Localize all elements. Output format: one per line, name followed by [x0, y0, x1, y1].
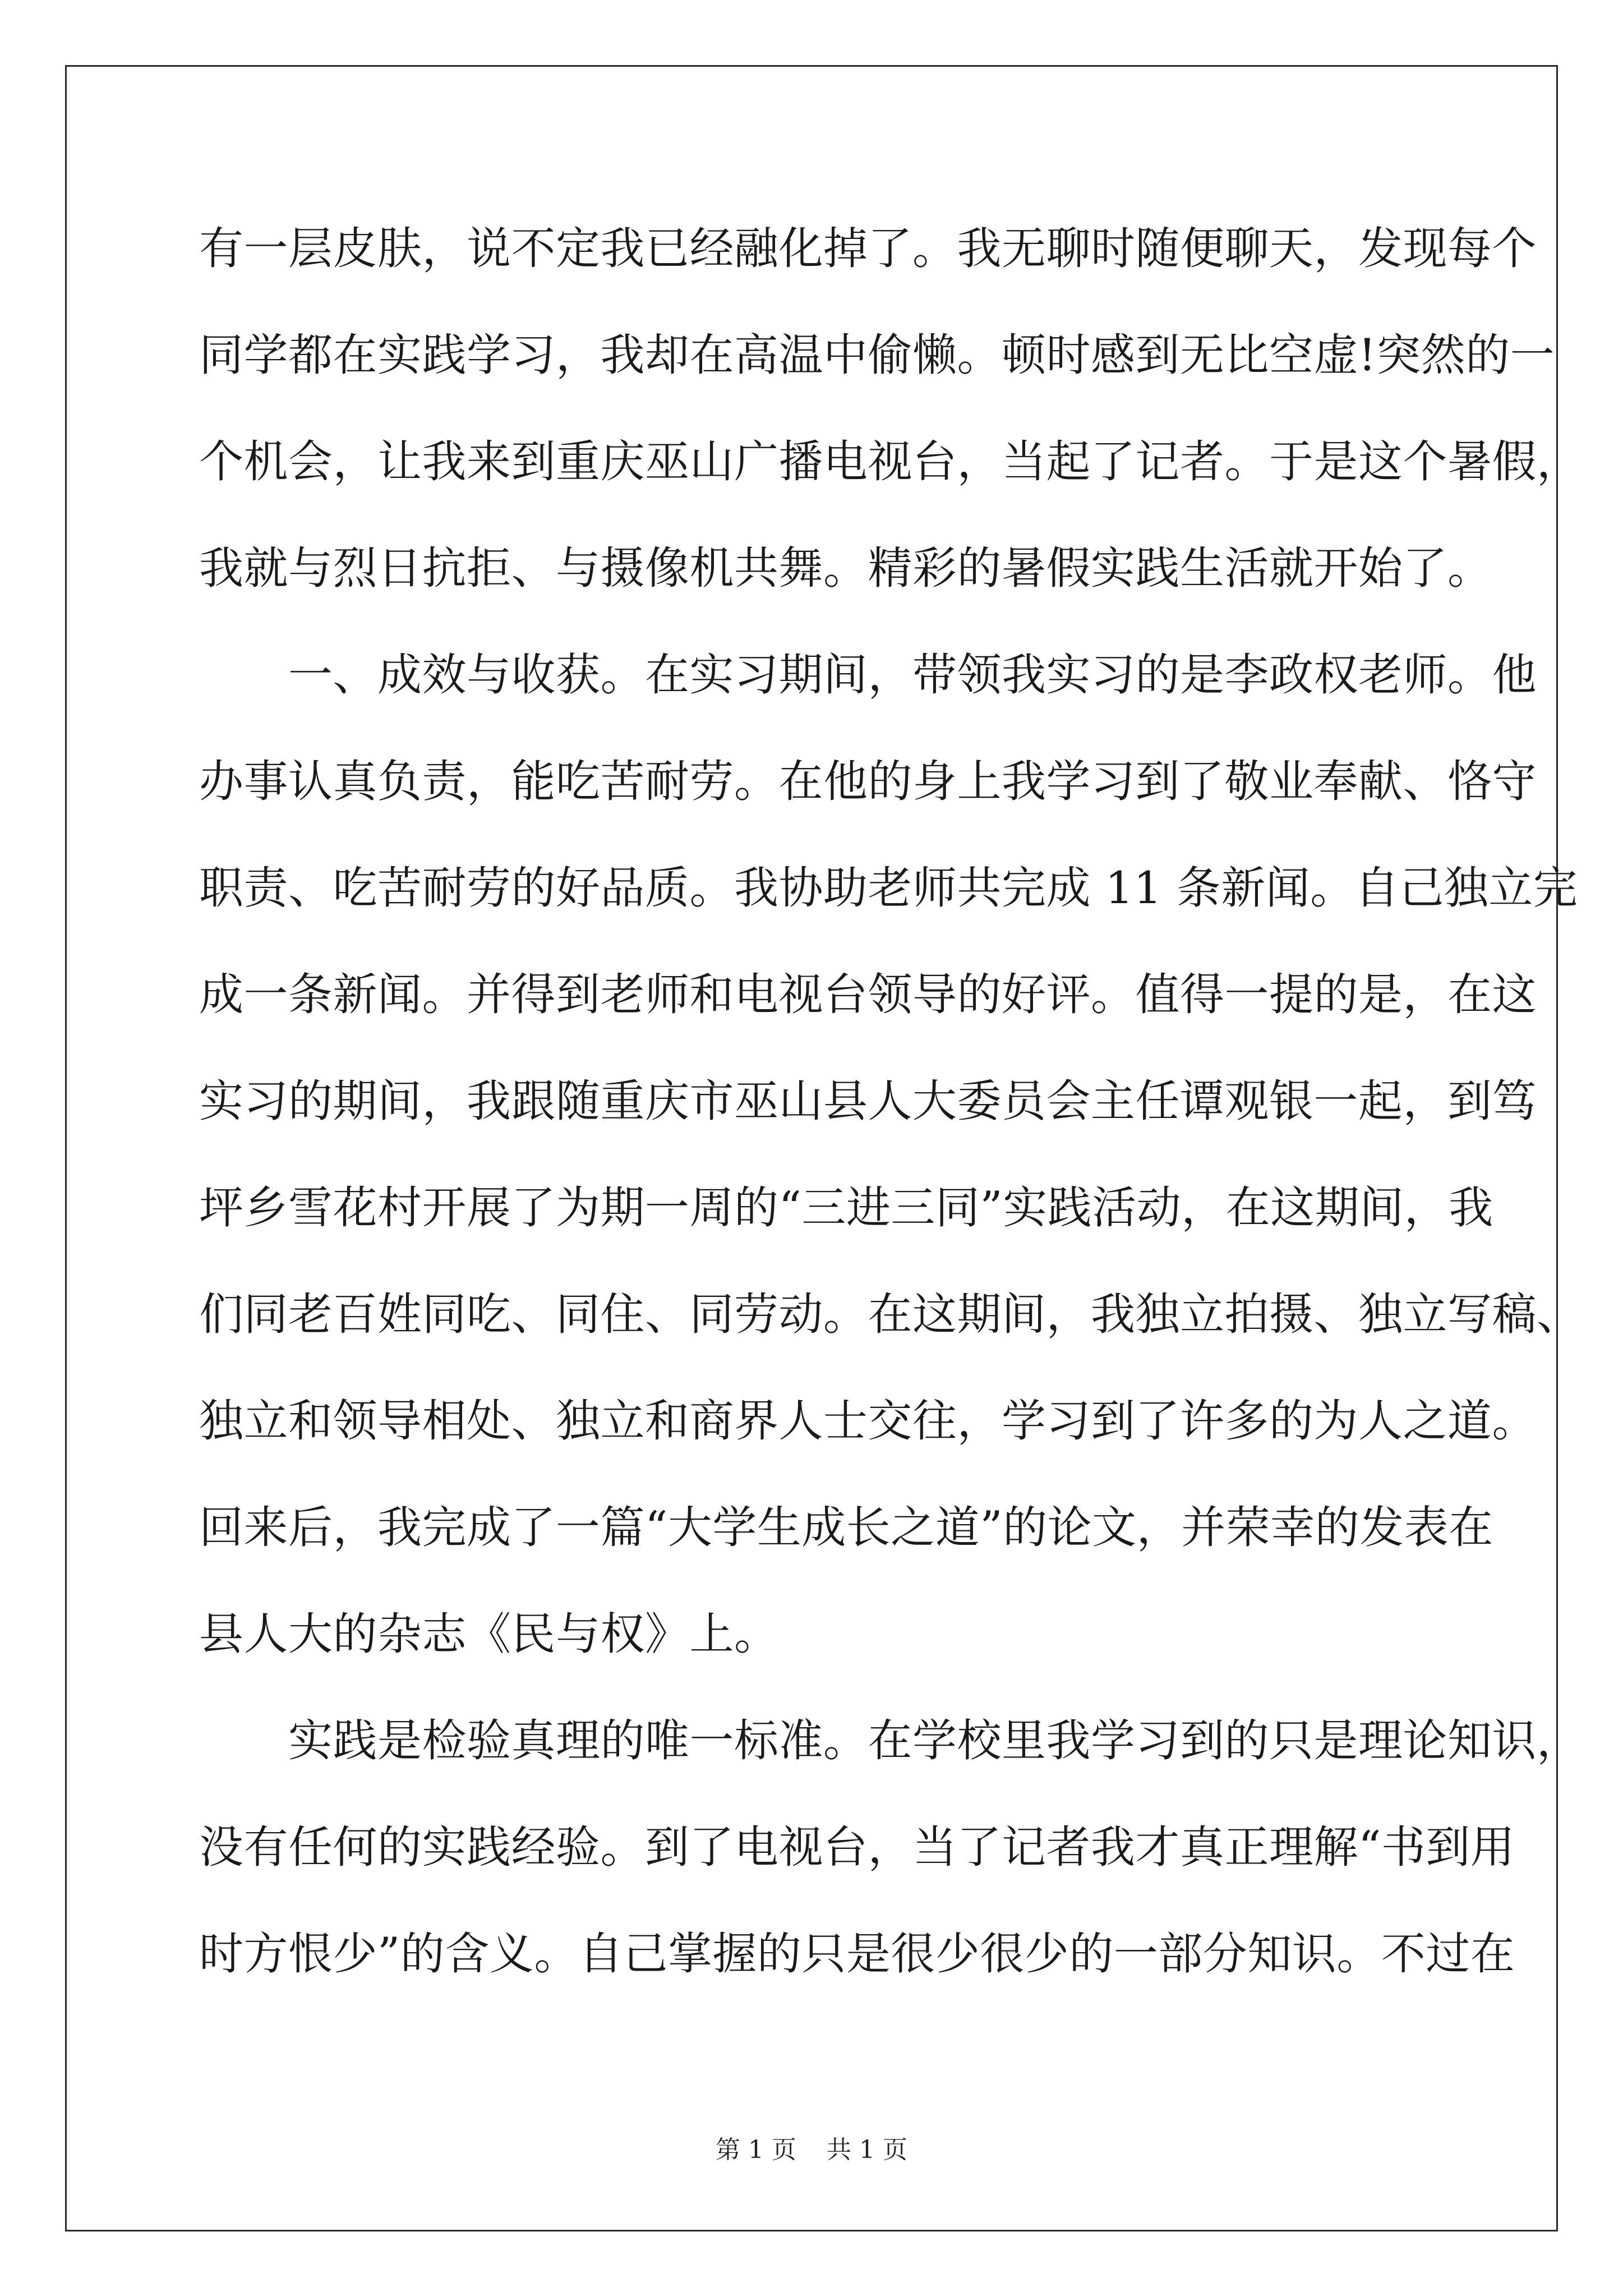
- text-line: 没有任何的实践经验。到了电视台，当了记者我才真正理解“书到用: [199, 1821, 1515, 1873]
- text-line: 一、成效与收获。在实习期间，带领我实习的是李政权老师。他: [199, 649, 1537, 701]
- text-line: 坪乡雪花村开展了为期一周的“三进三同”实践活动，在这期间，我: [199, 1182, 1493, 1234]
- text-line: 办事认真负责，能吃苦耐劳。在他的身上我学习到了敬业奉献、恪守: [199, 756, 1537, 807]
- text-line: 我就与烈日抗拒、与摄像机共舞。精彩的暑假实践生活就开始了。: [199, 542, 1492, 594]
- text-line: 个机会，让我来到重庆巫山广播电视台，当起了记者。于是这个暑假，: [199, 436, 1581, 487]
- text-line: 成一条新闻。并得到老师和电视台领导的好评。值得一提的是，在这: [199, 969, 1537, 1020]
- document-body: [199, 212, 1581, 2024]
- text-line: 有一层皮肤，说不定我已经融化掉了。我无聊时随便聊天，发现每个: [199, 223, 1537, 274]
- text-line: 回来后，我完成了一篇“大学生成长之道”的论文，并荣幸的发表在: [199, 1502, 1493, 1553]
- text-line: 县人大的杂志《民与权》上。: [199, 1608, 779, 1660]
- text-line: 独立和领导相处、独立和商界人士交往，学习到了许多的为人之道。: [199, 1395, 1537, 1447]
- text-line: 时方恨少”的含义。自己掌握的只是很少很少的一部分知识。不过在: [199, 1928, 1515, 1980]
- text-line: 实践是检验真理的唯一标准。在学校里我学习到的只是理论知识，: [199, 1715, 1581, 1766]
- page-total: 共 1 页: [827, 2136, 907, 2164]
- text-line: 同学都在实践学习，我却在高温中偷懒。顿时感到无比空虚!突然的一: [199, 329, 1555, 381]
- text-line: 实习的期间，我跟随重庆市巫山县人大委员会主任谭观银一起，到笃: [199, 1075, 1537, 1127]
- text-line: 职责、吃苦耐劳的好品质。我协助老师共完成 11 条新闻。自己独立完: [199, 862, 1578, 914]
- text-line: 们同老百姓同吃、同住、同劳动。在这期间，我独立拍摄、独立写稿、: [199, 1289, 1581, 1340]
- page-number: 第 1 页: [716, 2136, 796, 2164]
- page-footer: [0, 2129, 1623, 2165]
